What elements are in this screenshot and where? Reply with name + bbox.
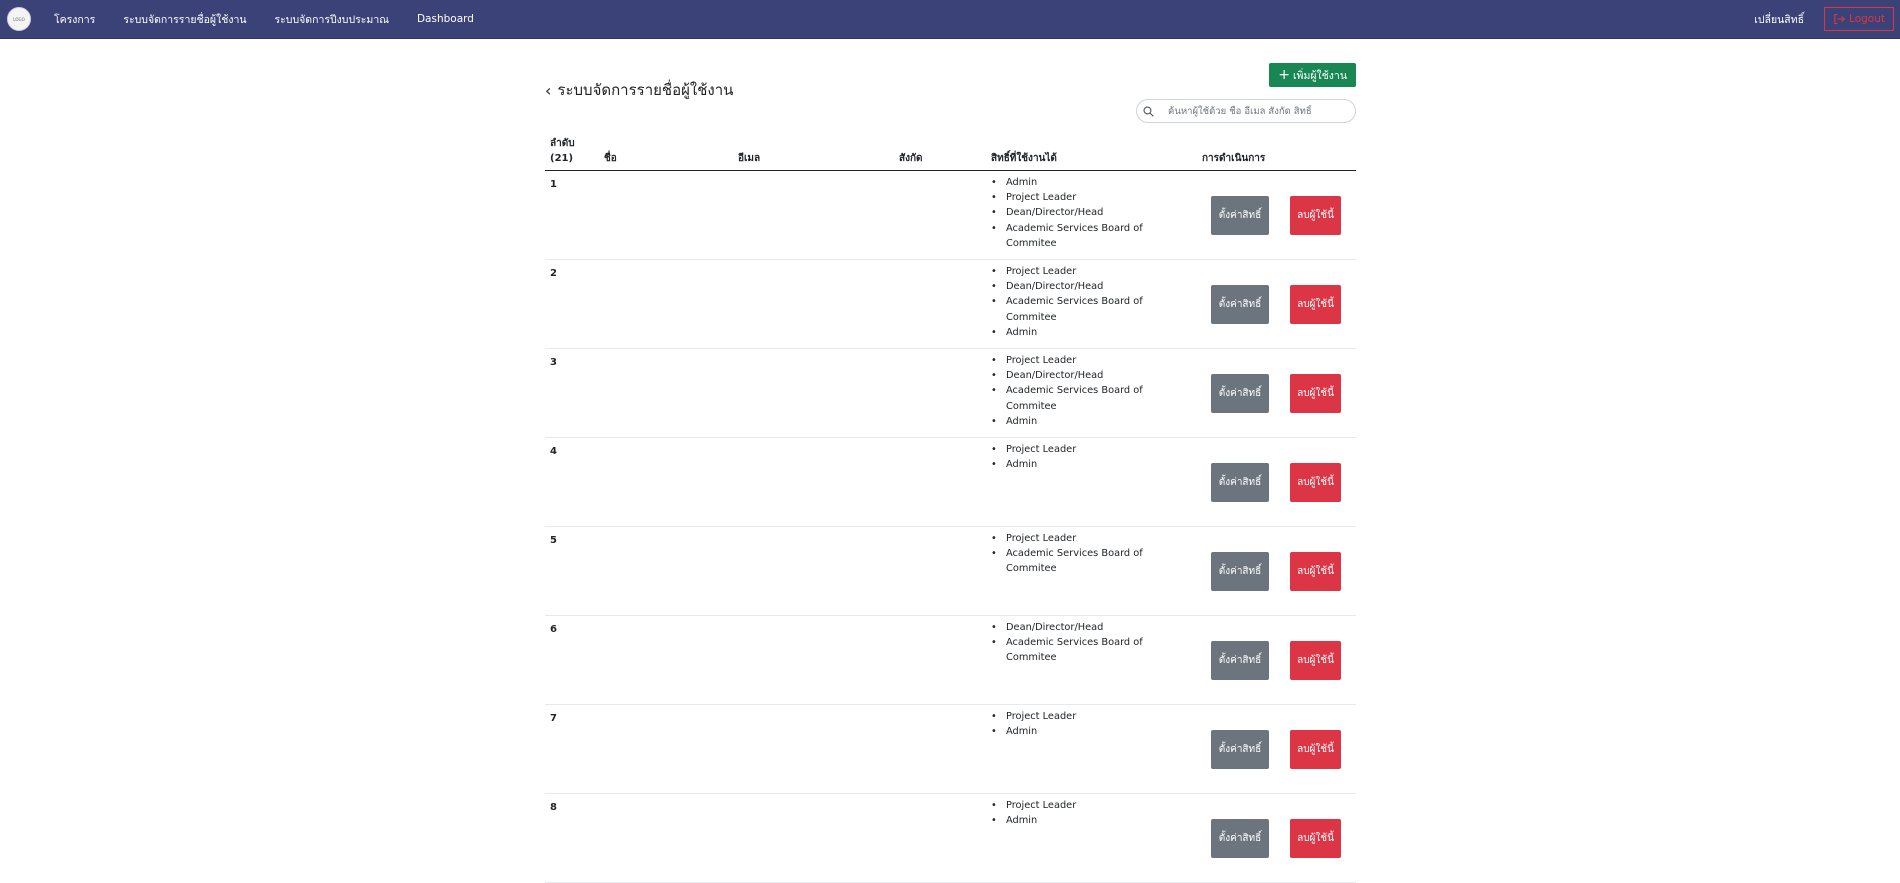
logout-button[interactable] bbox=[1824, 7, 1894, 31]
permission-list bbox=[991, 798, 1156, 828]
permission-item: • Admin bbox=[991, 724, 1156, 739]
logout-label: Logout bbox=[1849, 13, 1885, 25]
chevron-left-icon[interactable]: ‹ bbox=[545, 80, 552, 100]
table-row bbox=[545, 171, 1356, 260]
permission-item: • Project Leader bbox=[991, 353, 1156, 368]
permission-item: • Dean/Director/Head bbox=[991, 205, 1156, 220]
delete-user-button[interactable]: ลบผู้ใช้นี้ bbox=[1290, 552, 1341, 591]
permission-item: • Academic Services Board of Commitee bbox=[991, 221, 1156, 251]
top-navbar bbox=[0, 0, 1900, 39]
permission-item: • Project Leader bbox=[991, 442, 1156, 457]
delete-user-button[interactable]: ลบผู้ใช้นี้ bbox=[1290, 641, 1341, 680]
permission-item: • Project Leader bbox=[991, 798, 1156, 813]
permission-item: • Academic Services Board of Commitee bbox=[991, 635, 1156, 665]
add-user-label: เพิ่มผู้ใช้งาน bbox=[1292, 69, 1347, 82]
set-permission-button[interactable]: ตั้งค่าสิทธิ์ bbox=[1211, 641, 1269, 680]
header-index-label: ลำดับ bbox=[550, 138, 575, 149]
set-permission-button[interactable]: ตั้งค่าสิทธิ์ bbox=[1211, 463, 1269, 502]
plus-icon: + bbox=[1278, 67, 1290, 83]
set-permission-button[interactable]: ตั้งค่าสิทธิ์ bbox=[1211, 819, 1269, 858]
header-name: ชื่อ bbox=[604, 153, 617, 164]
row-index: 2 bbox=[550, 268, 557, 279]
permission-item: • Dean/Director/Head bbox=[991, 279, 1156, 294]
search-input[interactable] bbox=[1166, 105, 1350, 118]
row-index: 8 bbox=[550, 802, 557, 813]
row-index: 4 bbox=[550, 446, 557, 457]
table-body bbox=[545, 171, 1356, 883]
permission-item: • Dean/Director/Head bbox=[991, 620, 1156, 635]
switch-role-link[interactable]: เปลี่ยนสิทธิ์ bbox=[1754, 13, 1805, 26]
permission-item: • Admin bbox=[991, 813, 1156, 828]
permission-item: • Admin bbox=[991, 175, 1156, 190]
permission-list bbox=[991, 353, 1156, 429]
header-org: สังกัด bbox=[899, 153, 923, 164]
set-permission-button[interactable]: ตั้งค่าสิทธิ์ bbox=[1211, 552, 1269, 591]
permission-item: • Project Leader bbox=[991, 264, 1156, 279]
row-index: 1 bbox=[550, 179, 557, 190]
nav-link-projects[interactable]: โครงการ bbox=[54, 13, 96, 26]
set-permission-button[interactable]: ตั้งค่าสิทธิ์ bbox=[1211, 196, 1269, 235]
navbar-right bbox=[1754, 7, 1900, 31]
nav-link-user-management[interactable]: ระบบจัดการรายชื่อผู้ใช้งาน bbox=[123, 13, 247, 26]
table-row bbox=[545, 349, 1356, 438]
logout-icon bbox=[1833, 13, 1845, 25]
row-index: 6 bbox=[550, 624, 557, 635]
header-email: อีเมล bbox=[738, 153, 761, 164]
permission-item: • Project Leader bbox=[991, 709, 1156, 724]
header-index bbox=[550, 136, 575, 166]
row-index: 3 bbox=[550, 357, 557, 368]
delete-user-button[interactable]: ลบผู้ใช้นี้ bbox=[1290, 285, 1341, 324]
search-box bbox=[1136, 99, 1356, 123]
permission-item: • Admin bbox=[991, 457, 1156, 472]
delete-user-button[interactable]: ลบผู้ใช้นี้ bbox=[1290, 463, 1341, 502]
search-icon bbox=[1143, 106, 1154, 117]
permission-list bbox=[991, 531, 1156, 577]
table-row bbox=[545, 794, 1356, 883]
nav-link-dashboard[interactable]: Dashboard bbox=[416, 13, 474, 25]
permission-list bbox=[991, 175, 1156, 251]
permission-list bbox=[991, 620, 1156, 666]
permission-list bbox=[991, 264, 1156, 340]
row-index: 5 bbox=[550, 535, 557, 546]
set-permission-button[interactable]: ตั้งค่าสิทธิ์ bbox=[1211, 374, 1269, 413]
row-index: 7 bbox=[550, 713, 557, 724]
permission-item: • Admin bbox=[991, 414, 1156, 429]
table-row bbox=[545, 705, 1356, 794]
table-header bbox=[545, 136, 1356, 171]
logo[interactable] bbox=[7, 7, 31, 31]
permission-item: • Project Leader bbox=[991, 190, 1156, 205]
delete-user-button[interactable]: ลบผู้ใช้นี้ bbox=[1290, 819, 1341, 858]
table-row bbox=[545, 616, 1356, 705]
header-user-count: (21) bbox=[550, 153, 574, 164]
nav-link-fiscal-year[interactable]: ระบบจัดการปีงบประมาณ bbox=[274, 13, 389, 26]
table-row bbox=[545, 260, 1356, 349]
table-row bbox=[545, 438, 1356, 527]
set-permission-button[interactable]: ตั้งค่าสิทธิ์ bbox=[1211, 730, 1269, 769]
page-title: ระบบจัดการรายชื่อผู้ใช้งาน bbox=[557, 81, 734, 99]
permission-item: • Academic Services Board of Commitee bbox=[991, 294, 1156, 324]
set-permission-button[interactable]: ตั้งค่าสิทธิ์ bbox=[1211, 285, 1269, 324]
permission-item: • Academic Services Board of Commitee bbox=[991, 383, 1156, 413]
permission-list bbox=[991, 709, 1156, 739]
permission-item: • Admin bbox=[991, 325, 1156, 340]
permission-list bbox=[991, 442, 1156, 472]
header-permissions: สิทธิ์ที่ใช้งานได้ bbox=[991, 153, 1057, 164]
page-header[interactable] bbox=[545, 78, 733, 102]
permission-item: • Project Leader bbox=[991, 531, 1156, 546]
header-actions: การดำเนินการ bbox=[1202, 153, 1266, 164]
permission-item: • Dean/Director/Head bbox=[991, 368, 1156, 383]
add-user-button[interactable] bbox=[1269, 63, 1356, 87]
delete-user-button[interactable]: ลบผู้ใช้นี้ bbox=[1290, 730, 1341, 769]
table-row bbox=[545, 527, 1356, 616]
delete-user-button[interactable]: ลบผู้ใช้นี้ bbox=[1290, 196, 1341, 235]
logo-text: LOGO bbox=[13, 16, 25, 22]
permission-item: • Academic Services Board of Commitee bbox=[991, 546, 1156, 576]
delete-user-button[interactable]: ลบผู้ใช้นี้ bbox=[1290, 374, 1341, 413]
